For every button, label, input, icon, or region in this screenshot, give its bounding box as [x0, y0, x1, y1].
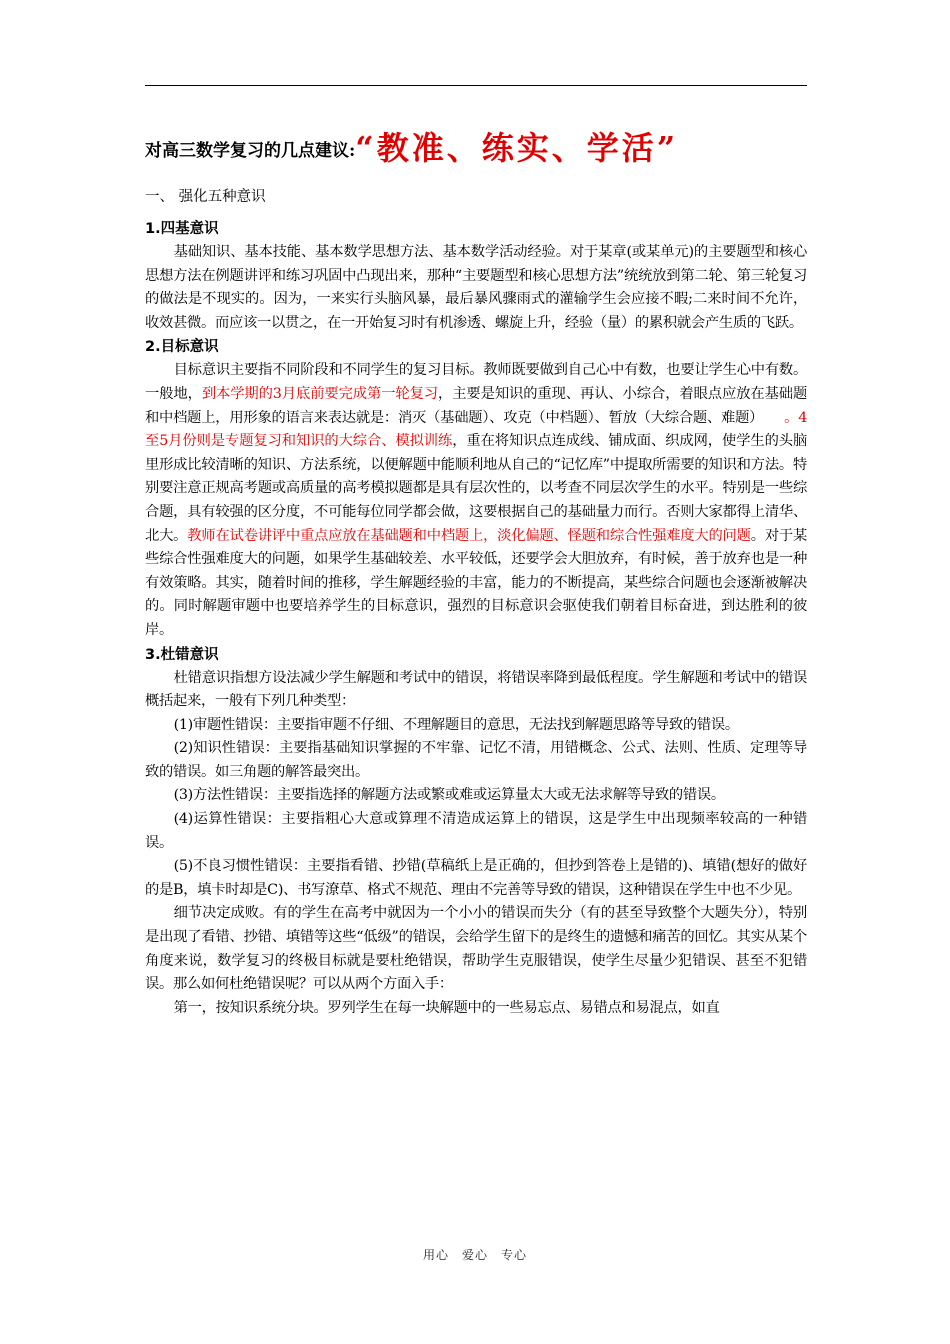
- goal-highlight-first-round: 到本学期的3月底前要完成第一轮复习: [201, 385, 439, 402]
- page-footer: 用心 爱心 专心: [422, 1248, 527, 1262]
- document-title: [145, 128, 807, 171]
- error-type-1: (1)审题性错误：主要指审题不仔细、不理解题目的意思，无法找到解题思路等导致的错误。: [173, 716, 739, 733]
- subheading-error-prevention: 3.杜错意识: [145, 646, 219, 663]
- document-body: [145, 128, 807, 1020]
- error-type-3: (3)方法性错误：主要指选择的解题方法或繁或难或运算量太大或无法求解等导致的错误。: [173, 787, 725, 804]
- goal-text-c: ，主要是知识的重现、再认、小综合，着眼点应放在基础题和中档题上，用形象的语言来表达就是：消灭（基础题）、攻克（中档题）、暂放（大综合题、难题）: [145, 385, 808, 426]
- paragraph-goal: [145, 359, 807, 642]
- goal-text-e: ，重在将知识点连成线、铺成面、织成网，使学生的头脑里形成比较清晰的知识、方法系统，以便解题中能顺利地从自己的“记忆库”中提取所需要的知识和方法。特别要注意正规高考题或高质量的高考模拟题都是具有层次性的，以考查不同层次学生的水平。特别是一些综合题，具有较强的区分度，不可能每位同学都会做，这要根据自己的基础量力而行。否则大家都得上清华、北大。: [145, 433, 807, 544]
- subheading-four-basics: 1.四基意识: [145, 221, 219, 237]
- paragraph-four-basics: 基础知识、基本技能、基本数学思想方法、基本数学活动经验。对于某章(或某单元)的主要题型和核心思想方法在例题讲评和练习巩固中凸现出来，那种“主要题型和核心思想方法”统统放到第二轮、第三轮复习的做法是不现实的。因为，一来实行头脑风暴，最后暴风骤雨式的灌输学生会应接不暇;二来时间不允许，收效甚微。而应该一以贯之，在一开始复习时有机渗透、螺旋上升，经验（量）的累积就会产生质的飞跃。: [145, 244, 807, 331]
- subheading-goal: 2.目标意识: [145, 339, 219, 356]
- goal-highlight-april-may: 。4至5月份则是专题复习和知识的大综合、模拟训练: [145, 409, 807, 450]
- error-type-4: (4)运算性错误：主要指粗心大意或算理不清造成运算上的错误，这是学生中出现频率较高的一种错误。: [145, 811, 807, 851]
- header-rule: [145, 85, 807, 86]
- goal-text-a: 目标意识主要指不同阶段和不同学生的复习目标。教师既要做到自己心中有数，也要让学生心中有数。一般地，: [145, 362, 807, 402]
- paragraph-first-method: 第一，按知识系统分块。罗列学生在每一块解题中的一些易忘点、易错点和易混点，如直: [173, 999, 720, 1016]
- title-highlight: “教准、练实、学活”: [355, 129, 679, 167]
- goal-highlight-review-focus: 教师在试卷讲评中重点应放在基础题和中档题上，淡化偏题、怪题和综合性强难度大的问题: [187, 527, 751, 544]
- paragraph-details: 细节决定成败。有的学生在高考中就因为一个小小的错误而失分（有的甚至导致整个大题失分），特别是出现了看错、抄错、填错等这些“低级”的错误，会给学生留下的是终生的遗憾和痛苦的回忆。其实从某个角度来说，数学复习的终极目标就是要杜绝错误，帮助学生克服错误，使学生尽量少犯错误、甚至不犯错误。那么如何杜绝错误呢？可以从两个方面入手：: [145, 905, 807, 993]
- section-heading-1: 一、 强化五种意识: [145, 189, 266, 205]
- error-type-5: (5)不良习惯性错误：主要指看错、抄错(草稿纸上是正确的，但抄到答卷上是错的)、填错(想好的做好的是B，填卡时却是C)、书写潦草、格式不规范、理由不完善等导致的错误，这种错误在学生中也不少见。: [145, 858, 807, 898]
- title-prefix: 对高三数学复习的几点建议:: [145, 141, 356, 161]
- paragraph-error-intro: 杜错意识指想方设法减少学生解题和考试中的错误，将错误率降到最低程度。学生解题和考试中的错误概括起来，一般有下列几种类型：: [145, 669, 807, 710]
- goal-text-g: 。对于某些综合性强难度大的问题，如果学生基础较差、水平较低，还要学会大胆放弃，有时候，善于放弃也是一种有效策略。其实，随着时间的推移，学生解题经验的丰富，能力的不断提高，某些综合问题也会逐渐被解决的。同时解题审题中也要培养学生的目标意识，强烈的目标意识会驱使我们朝着目标奋进，到达胜利的彼岸。: [145, 527, 807, 638]
- error-type-2: (2)知识性错误：主要指基础知识掌握的不牢靠、记忆不清，用错概念、公式、法则、性质、定理等导致的错误。如三角题的解答最突出。: [145, 740, 807, 780]
